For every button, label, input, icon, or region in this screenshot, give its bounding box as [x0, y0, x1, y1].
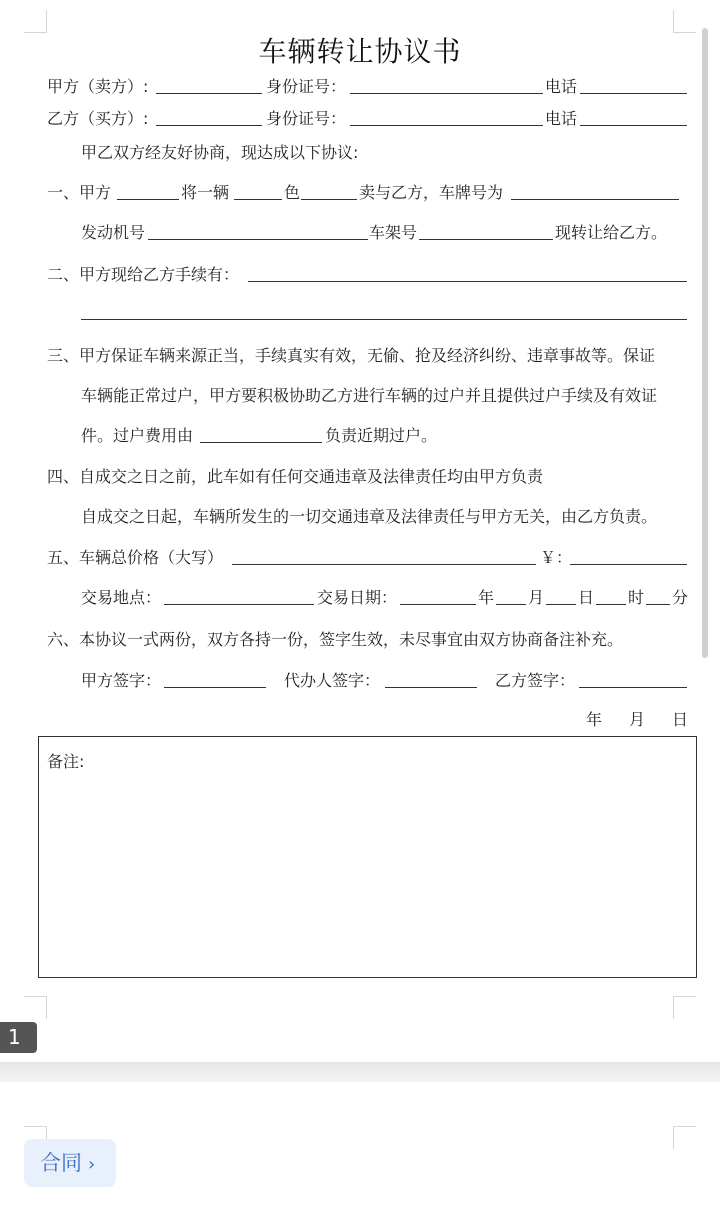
blank-line: [164, 687, 266, 688]
text: ￥：: [540, 548, 573, 567]
page-number-badge: 1: [0, 1022, 37, 1053]
blank-line: [81, 319, 687, 320]
page-corner-mark: [24, 996, 47, 1019]
text: 时: [628, 588, 645, 607]
text: 四、自成交之日之前，此车如有任何交通违章及法律责任均由甲方负责: [47, 467, 544, 486]
blank-line: [580, 93, 687, 94]
text: 卖与乙方，车牌号为: [359, 183, 504, 202]
text: 乙方签字：: [495, 671, 576, 690]
text: 二、甲方现给乙方手续有：: [47, 265, 240, 284]
blank-line: [248, 281, 687, 282]
blank-line: [117, 199, 179, 200]
document-title: 车辆转让协议书: [258, 35, 462, 68]
text: 年: [478, 588, 495, 607]
notes-box: [38, 736, 697, 978]
blank-line: [596, 604, 626, 605]
text: 年: [586, 710, 603, 729]
blank-line: [570, 564, 687, 565]
blank-line: [580, 125, 687, 126]
blank-line: [148, 239, 368, 240]
text: 交易地点：: [81, 588, 162, 607]
page-corner-mark: [673, 996, 696, 1019]
text: 月: [528, 588, 545, 607]
seller-label: 甲方（卖方）:: [47, 77, 149, 96]
blank-line: [164, 604, 314, 605]
buyer-label: 乙方（买方）:: [47, 109, 149, 128]
tag-label: 合同: [40, 1151, 82, 1175]
blank-line: [156, 125, 262, 126]
id-label: 身份证号：: [266, 109, 347, 128]
text: 交易日期：: [317, 588, 398, 607]
blank-line: [400, 604, 476, 605]
text: 自成交之日起，车辆所发生的一切交通违章及法律责任与甲方无关，由乙方负责。: [81, 507, 658, 526]
page-separator: [0, 1062, 720, 1082]
blank-line: [496, 604, 526, 605]
blank-line: [350, 93, 543, 94]
chevron-right-icon: ›: [88, 1154, 96, 1175]
text: 三、甲方保证车辆来源正当，手续真实有效，无偷、抢及经济纠纷、违章事故等。保证: [47, 346, 656, 365]
blank-line: [419, 239, 553, 240]
text: 一、甲方: [47, 183, 112, 202]
notes-label: 备注:: [47, 752, 85, 771]
blank-line: [301, 199, 357, 200]
text: 车辆能正常过户，甲方要积极协助乙方进行车辆的过户并且提供过户手续及有效证: [81, 386, 658, 405]
blank-line: [385, 687, 477, 688]
text: 甲方签字：: [81, 671, 162, 690]
blank-line: [200, 442, 322, 443]
scrollbar[interactable]: [702, 28, 708, 658]
blank-line: [156, 93, 262, 94]
blank-line: [646, 604, 670, 605]
text: 五、车辆总价格（大写）: [47, 548, 224, 567]
text: 现转让给乙方。: [555, 223, 668, 242]
text: 色: [284, 183, 301, 202]
phone-label: 电话: [545, 109, 578, 128]
blank-line: [511, 199, 679, 200]
blank-line: [546, 604, 576, 605]
blank-line: [234, 199, 282, 200]
text: 分: [672, 588, 689, 607]
text: 发动机号: [81, 223, 146, 242]
id-label: 身份证号：: [266, 77, 347, 96]
text: 将一辆: [181, 183, 230, 202]
text: 代办人签字：: [284, 671, 381, 690]
blank-line: [579, 687, 687, 688]
text: 车架号: [369, 223, 418, 242]
contract-tag-button[interactable]: [24, 1139, 116, 1187]
blank-line: [232, 564, 536, 565]
text: 月: [629, 710, 646, 729]
text: 负责近期过户。: [325, 426, 438, 445]
phone-label: 电话: [545, 77, 578, 96]
text: 六、本协议一式两份，双方各持一份，签字生效，未尽事宜由双方协商备注补充。: [47, 630, 624, 649]
page-corner-mark: [673, 1126, 696, 1149]
intro-text: 甲乙双方经友好协商，现达成以下协议:: [81, 143, 359, 162]
blank-line: [350, 125, 543, 126]
text: 件。过户费用由: [81, 426, 194, 445]
text: 日: [578, 588, 595, 607]
text: 日: [672, 710, 689, 729]
